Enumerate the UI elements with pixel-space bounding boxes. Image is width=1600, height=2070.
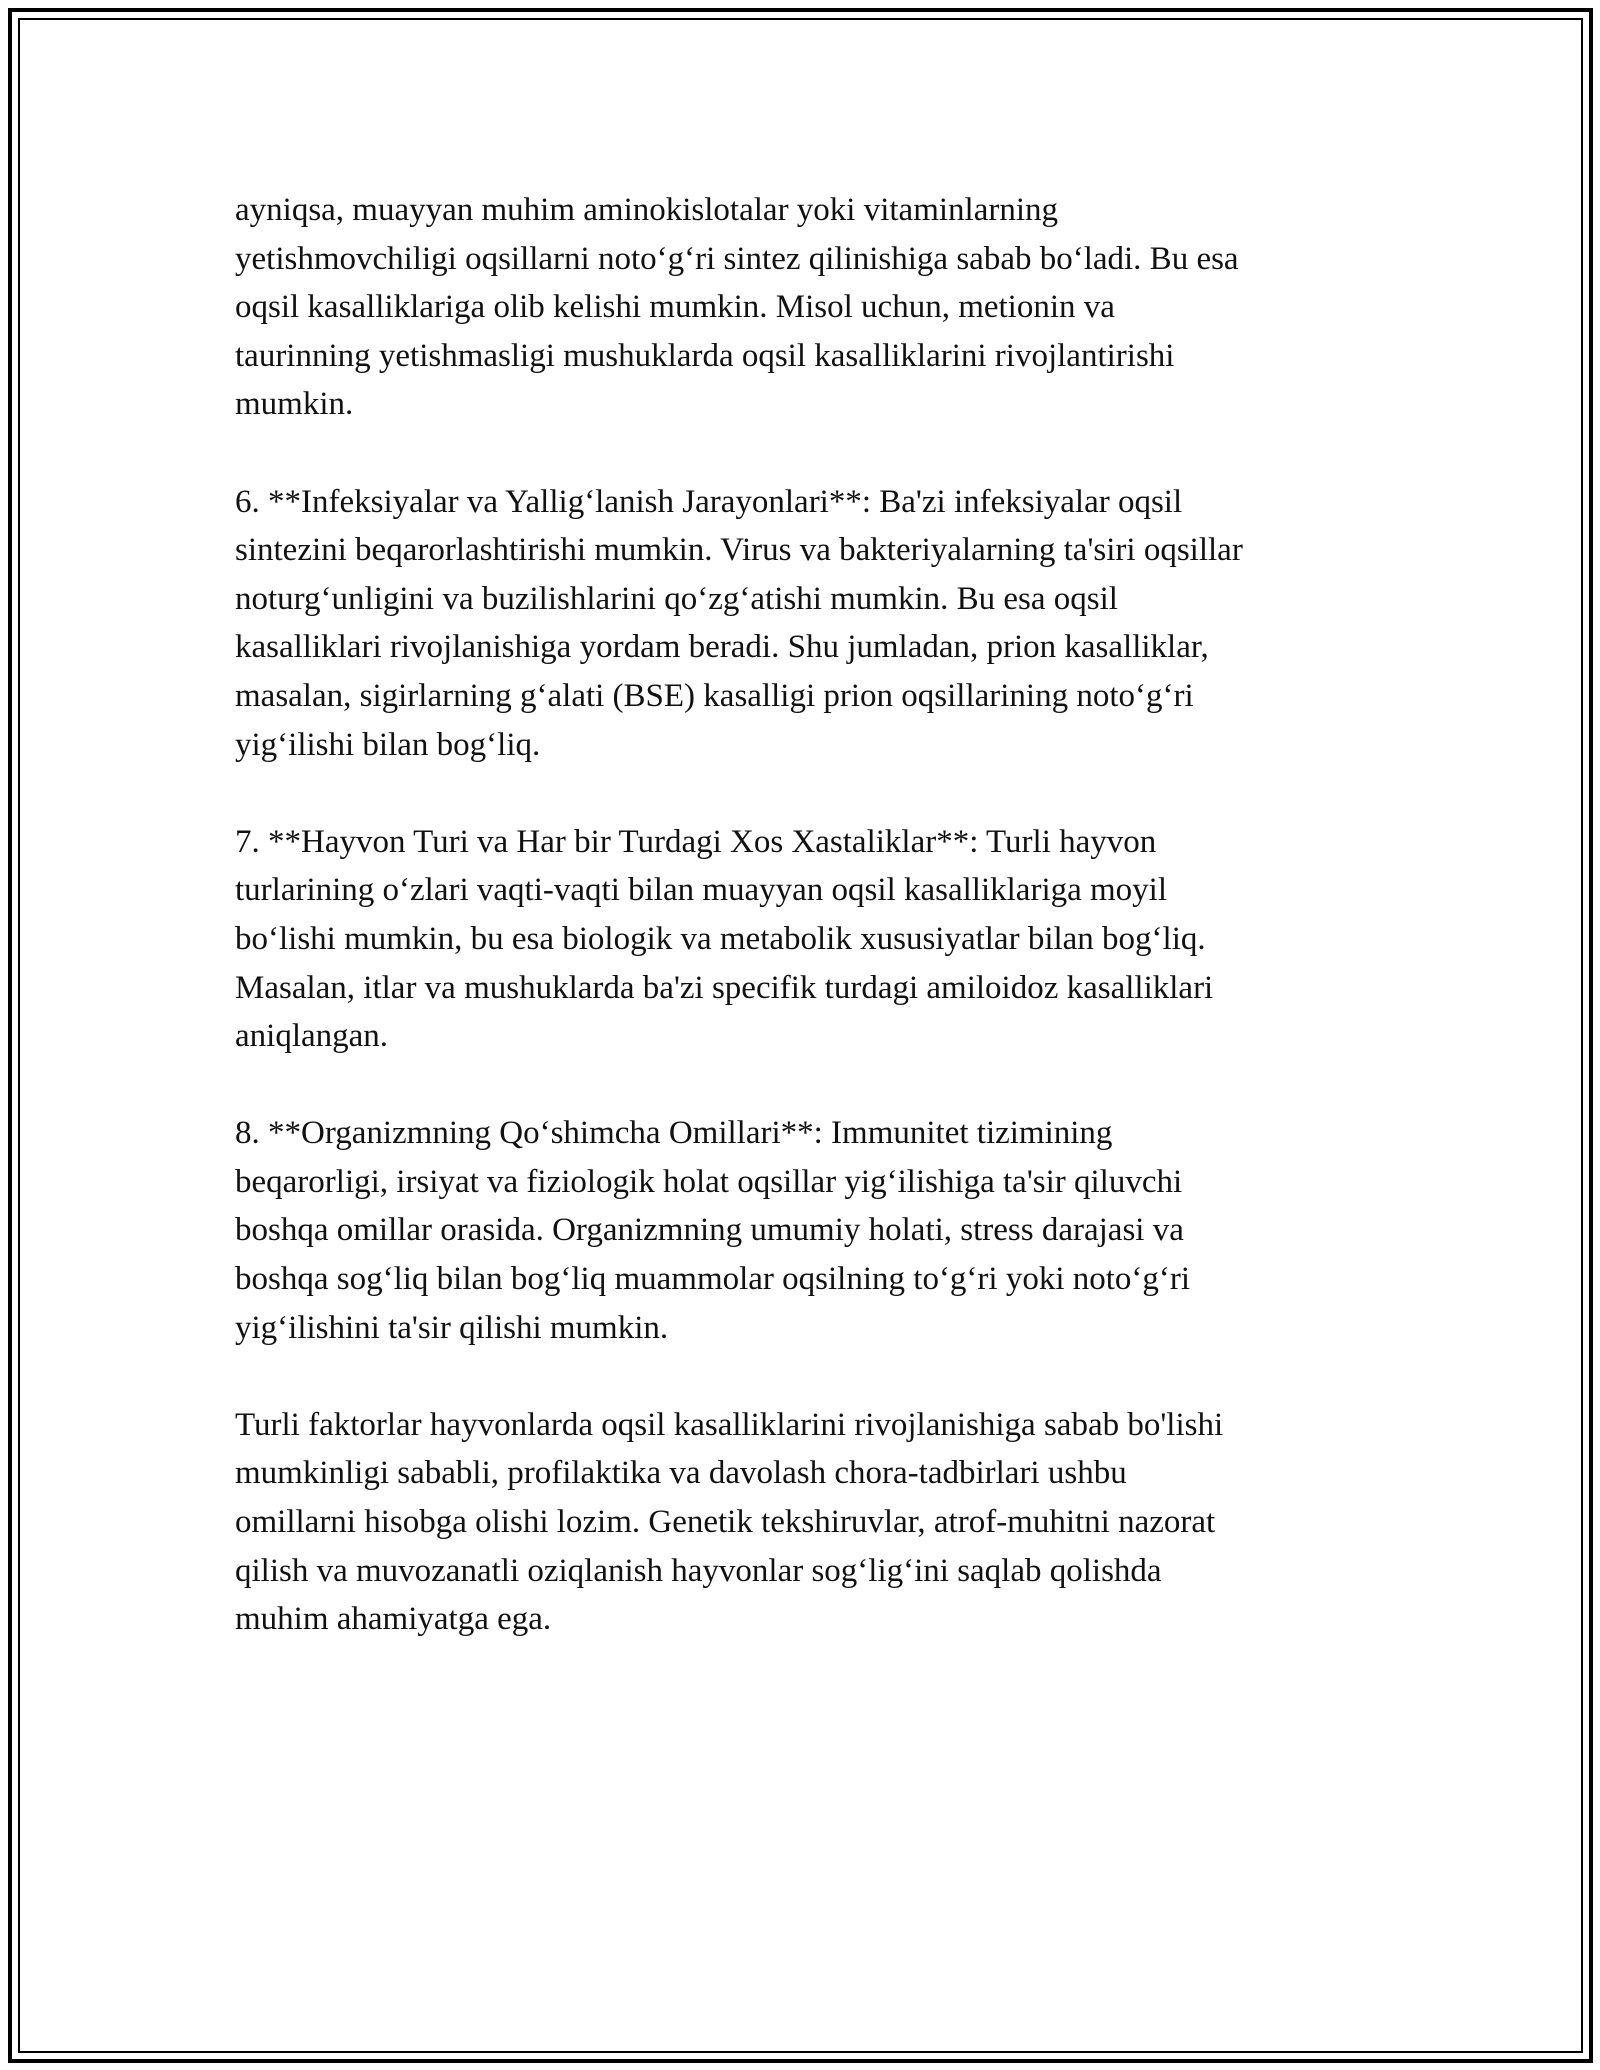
paragraph-item-6-infections: 6. **Infeksiyalar va Yallig‘lanish Jarayonlari**: Ba'zi infeksiyalar oqsil sintezini beqarorlashtirishi mumkin. Virus va bakteriyalarning ta'siri oqsillar noturg‘unligini va buzilishlarini qo‘zg‘atishi mumkin. Bu esa oqsil kasalliklari rivojlanishiga yordam beradi. Shu jumladan, prion kasalliklar, masalan, sigirlarning g‘alati (BSE) kasalligi prion oqsillarining noto‘g‘ri yig‘ilishi bilan bog‘liq. (235, 483, 1243, 763)
paragraph-conclusion: Turli faktorlar hayvonlarda oqsil kasalliklarini rivojlanishiga sabab bo'lishi mumkinligi sababli, profilaktika va davolash chora-tadbirlari ushbu omillarni hisobga olishi lozim. Genetik tekshiruvlar, atrof-muhitni nazorat qilish va muvozanatli oziqlanish hayvonlar sog‘lig‘ini saqlab qolishda muhim ahamiyatga ega. (235, 1406, 1224, 1638)
paragraph-item-7-species: 7. **Hayvon Turi va Har bir Turdagi Xos Xastaliklar**: Turli hayvon turlarining o‘zlari vaqti-vaqti bilan muayyan oqsil kasalliklariga moyil bo‘lishi mumkin, bu esa biologik va metabolik xususiyatlar bilan bog‘liq. Masalan, itlar va mushuklarda ba'zi specifik turdagi amiloidoz kasalliklari aniqlangan. (235, 823, 1214, 1055)
document-body (235, 186, 1375, 1692)
paragraph-item-8-organism-factors: 8. **Organizmning Qo‘shimcha Omillari**: Immunitet tizimining beqarorligi, irsiyat va fiziologik holat oqsillar yig‘ilishiga ta'sir qiluvchi boshqa omillar orasida. Organizmning umumiy holati, stress darajasi va boshqa sog‘liq bilan bog‘liq muammolar oqsilning to‘g‘ri yoki noto‘g‘ri yig‘ilishini ta'sir qilishi mumkin. (235, 1115, 1191, 1346)
paragraph-intro-continuation: ayniqsa, muayyan muhim aminokislotalar yoki vitaminlarning yetishmovchiligi oqsillarni noto‘g‘ri sintez qilinishiga sabab bo‘ladi. Bu esa oqsil kasalliklariga olib kelishi mumkin. Misol uchun, metionin va taurinning yetishmasligi mushuklarda oqsil kasalliklarini rivojlantirishi mumkin. (235, 192, 1239, 423)
